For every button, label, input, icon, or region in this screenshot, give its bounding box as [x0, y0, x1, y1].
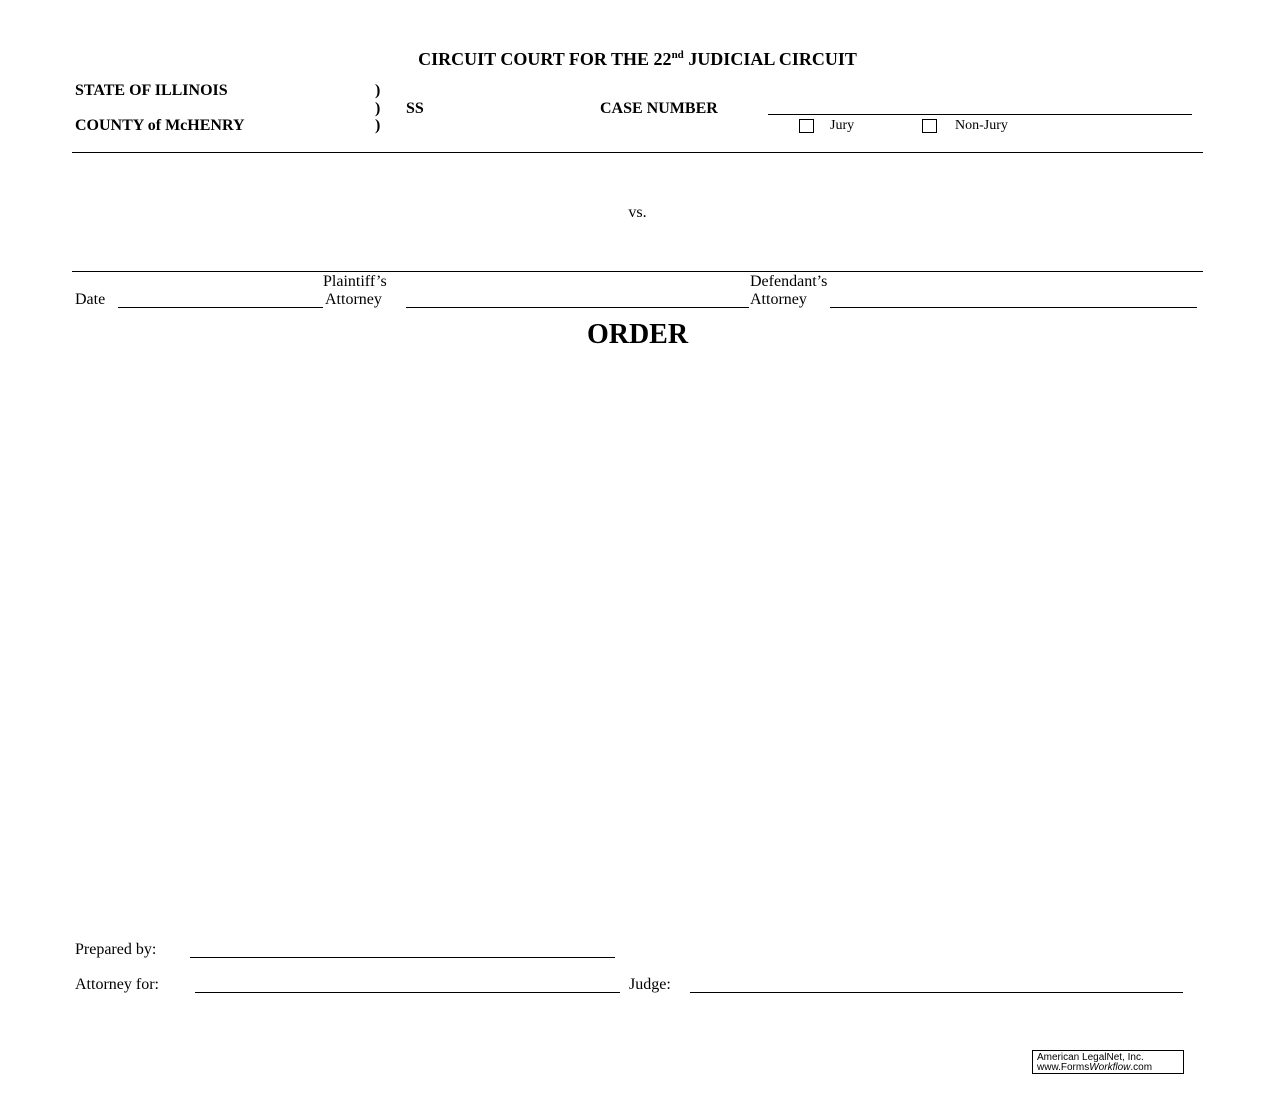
prepared-by-label: Prepared by:: [75, 941, 157, 958]
case-number-field[interactable]: [768, 114, 1192, 115]
logo-text: .com: [1130, 1062, 1153, 1073]
defendant-label: Defendant’s: [750, 273, 828, 290]
ss-label: SS: [406, 100, 424, 117]
divider: [72, 152, 1203, 153]
jury-label: Jury: [830, 118, 855, 133]
order-title: ORDER: [586, 319, 689, 350]
logo-text: www.Forms: [1037, 1062, 1090, 1073]
non-jury-label: Non-Jury: [955, 118, 1008, 133]
american-legalnet-logo: [1032, 1050, 1184, 1074]
logo-line1: American LegalNet, Inc.: [1037, 1052, 1144, 1063]
vs-label: vs.: [628, 204, 647, 221]
paren: ): [375, 82, 381, 99]
logo-line2: [1037, 1063, 1179, 1073]
state-label: STATE OF ILLINOIS: [75, 82, 228, 99]
paren: ): [375, 117, 381, 134]
date-label: Date: [75, 291, 106, 308]
plaintiff-label: Plaintiff’s: [323, 273, 387, 290]
court-title-text-end: JUDICIAL CIRCUIT: [683, 49, 857, 69]
court-title-sup: nd: [671, 49, 684, 61]
plaintiff-attorney-field[interactable]: [406, 307, 749, 308]
case-number-label: CASE NUMBER: [600, 100, 718, 117]
attorney-for-label: Attorney for:: [75, 976, 159, 993]
defendant-attorney-label: Attorney: [750, 291, 807, 308]
court-title-text: CIRCUIT COURT FOR THE 22: [418, 49, 672, 69]
plaintiff-attorney-label: Attorney: [325, 291, 382, 308]
county-label: COUNTY of McHENRY: [75, 117, 245, 134]
date-field[interactable]: [118, 307, 323, 308]
non-jury-checkbox[interactable]: [922, 119, 937, 133]
judge-field[interactable]: [690, 992, 1183, 993]
defendant-attorney-field[interactable]: [830, 307, 1197, 308]
prepared-by-field[interactable]: [190, 957, 615, 958]
logo-text: Workflow: [1089, 1062, 1131, 1073]
paren: ): [375, 100, 381, 117]
jury-checkbox[interactable]: [799, 119, 814, 133]
court-title: [0, 50, 1275, 68]
divider: [72, 271, 1203, 272]
attorney-for-field[interactable]: [195, 992, 620, 993]
judge-label: Judge:: [629, 976, 671, 993]
